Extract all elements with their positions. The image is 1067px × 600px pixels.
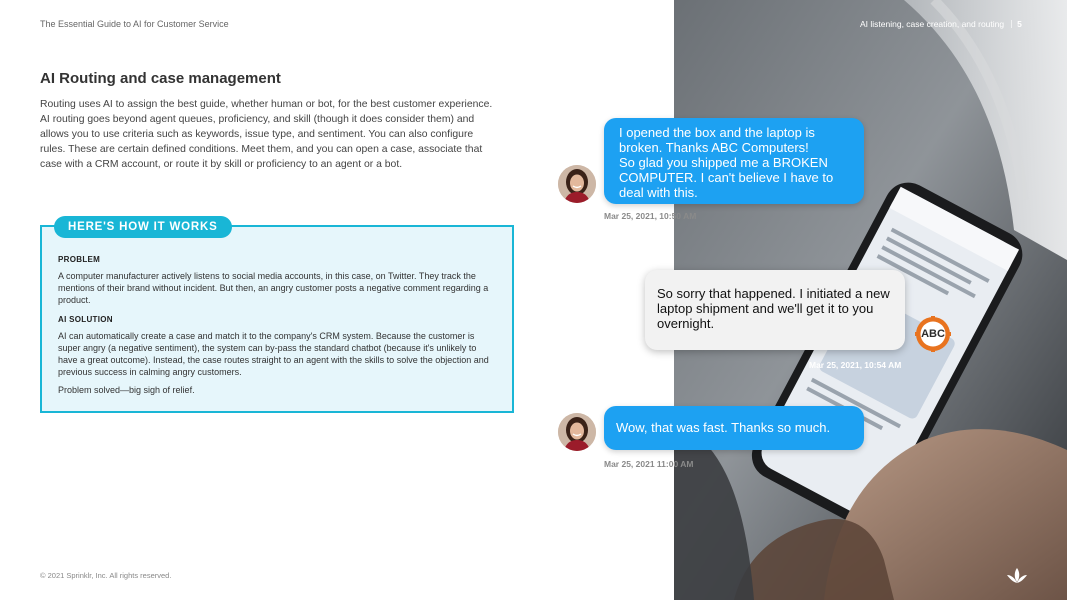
page-number: 5 [1017, 19, 1022, 29]
abc-logo-text: ABC [921, 328, 945, 340]
sprinklr-leaf-mark [1006, 567, 1028, 585]
message-3-timestamp: Mar 25, 2021 11:00 AM [604, 459, 694, 469]
solution-label: AI SOLUTION [58, 315, 113, 324]
spacer [58, 306, 498, 315]
page-heading: AI Routing and case management [40, 70, 281, 87]
how-it-works-content [58, 255, 498, 396]
intro-paragraph: Routing uses AI to assign the best guide, whether human or bot, for the best customer experience. AI routing goes beyond agent queues, proficiency, and skill (though it does consider them) and allows you to use criteria such as keywords, issue type, and sentiment. You can also configure rules. These are certain defined conditions. Meet them, and you can open a case, associate that case with a CRM account, or route it by skill or proficiency to an agent or a bot. [40, 99, 493, 170]
abc-logo [915, 316, 951, 352]
divider [1011, 20, 1012, 28]
solution-text: AI can automatically create a case and match it to the company's CRM system. Because the customer is super angry (a negative sentiment), the system can by-pass the standard chatbot (because it's unlikely to have a great outcome). Instead, the case routes straight to an agent with the skills to solve the objection and previous success in calming angry customers. [58, 331, 489, 377]
copyright: © 2021 Sprinklr, Inc. All rights reserved. [40, 571, 172, 580]
brand-reply-message: So sorry that happened. I initiated a new laptop shipment and we'll get it to you overnight. [645, 270, 905, 350]
customer-avatar-2 [558, 413, 596, 451]
customer-message-2: Wow, that was fast. Thanks so much. [604, 406, 864, 450]
avatar-image [558, 413, 596, 451]
how-it-works-badge: HERE'S HOW IT WORKS [54, 216, 232, 238]
how-it-works-box [40, 225, 514, 413]
message-2-timestamp: Mar 25, 2021, 10:54 AM [809, 360, 902, 370]
document-title: The Essential Guide to AI for Customer Service [40, 19, 229, 29]
customer-message-1 [604, 118, 864, 204]
message-1-timestamp: Mar 25, 2021, 10:50 AM [604, 211, 697, 221]
section-title-text: AI listening, case creation, and routing [860, 19, 1005, 29]
problem-label: PROBLEM [58, 255, 101, 264]
problem-text: A computer manufacturer actively listens to social media accounts, in this case, on Twitter. They track the mentions of their brand without incident. But then, an angry customer posts a negative comment regarding a product. [58, 271, 489, 305]
closing-text: Problem solved—big sigh of relief. [58, 385, 195, 395]
sprinklr-logo-icon [1006, 567, 1028, 590]
customer-message-1-line-1: I opened the box and the laptop is broken. Thanks ABC Computers! [619, 125, 815, 155]
section-title [860, 19, 1022, 29]
customer-message-1-line-2: So glad you shipped me a BROKEN COMPUTER. I can't believe I have to deal with this. [619, 155, 834, 200]
avatar-image [558, 165, 596, 203]
customer-avatar [558, 165, 596, 203]
